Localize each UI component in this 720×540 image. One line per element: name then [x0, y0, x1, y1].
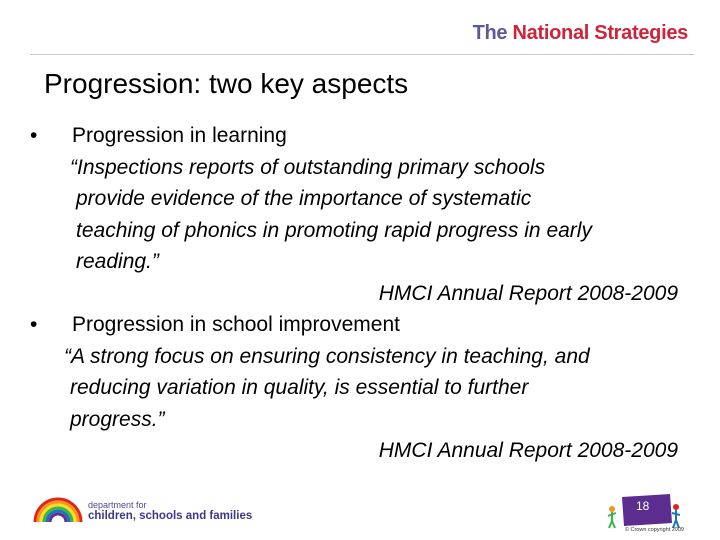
logo-word-national-strategies: National Strategies: [512, 22, 688, 44]
logo-word-the: The: [472, 22, 508, 44]
figure-left-icon: [609, 506, 615, 512]
quote-block: [28, 341, 688, 436]
national-strategies-logo: [473, 22, 688, 45]
quote-line: “A strong focus on ensuring consistency in teaching, and: [64, 344, 590, 368]
quote-line: reading.”: [76, 250, 159, 273]
quote-line: progress.”: [70, 407, 165, 431]
header-divider: [30, 54, 694, 55]
quote-line: “Inspections reports of outstanding primary schools: [70, 155, 546, 179]
quote-block: [28, 152, 688, 278]
slide-body: [28, 120, 688, 467]
quote-line: reducing variation in quality, is essential to further: [70, 376, 529, 399]
dcsf-line-2: children, schools and families: [88, 510, 253, 522]
rainbow-icon: [32, 496, 84, 524]
bullet-item: [28, 120, 688, 152]
bullet-heading: Progression in learning: [72, 124, 287, 147]
dcsf-logo-text: [88, 500, 252, 522]
dcsf-line-1: department for: [88, 500, 147, 510]
figure-right-icon: [673, 504, 679, 510]
quote-line: provide evidence of the importance of systematic: [76, 187, 532, 210]
bullet-dot: •: [30, 124, 38, 147]
bullet-item: [28, 309, 688, 341]
citation: HMCI Annual Report 2008-2009: [378, 439, 678, 462]
page-number: 18: [636, 499, 650, 513]
quote-line: teaching of phonics in promoting rapid progress in early: [76, 218, 592, 242]
citation: HMCI Annual Report 2008-2009: [378, 281, 678, 305]
slide-title: Progression: two key aspects: [44, 68, 409, 99]
bullet-heading: Progression in school improvement: [72, 313, 400, 336]
bullet-dot: •: [30, 313, 38, 336]
copyright-notice: © Crown copyright 2009: [624, 527, 684, 533]
